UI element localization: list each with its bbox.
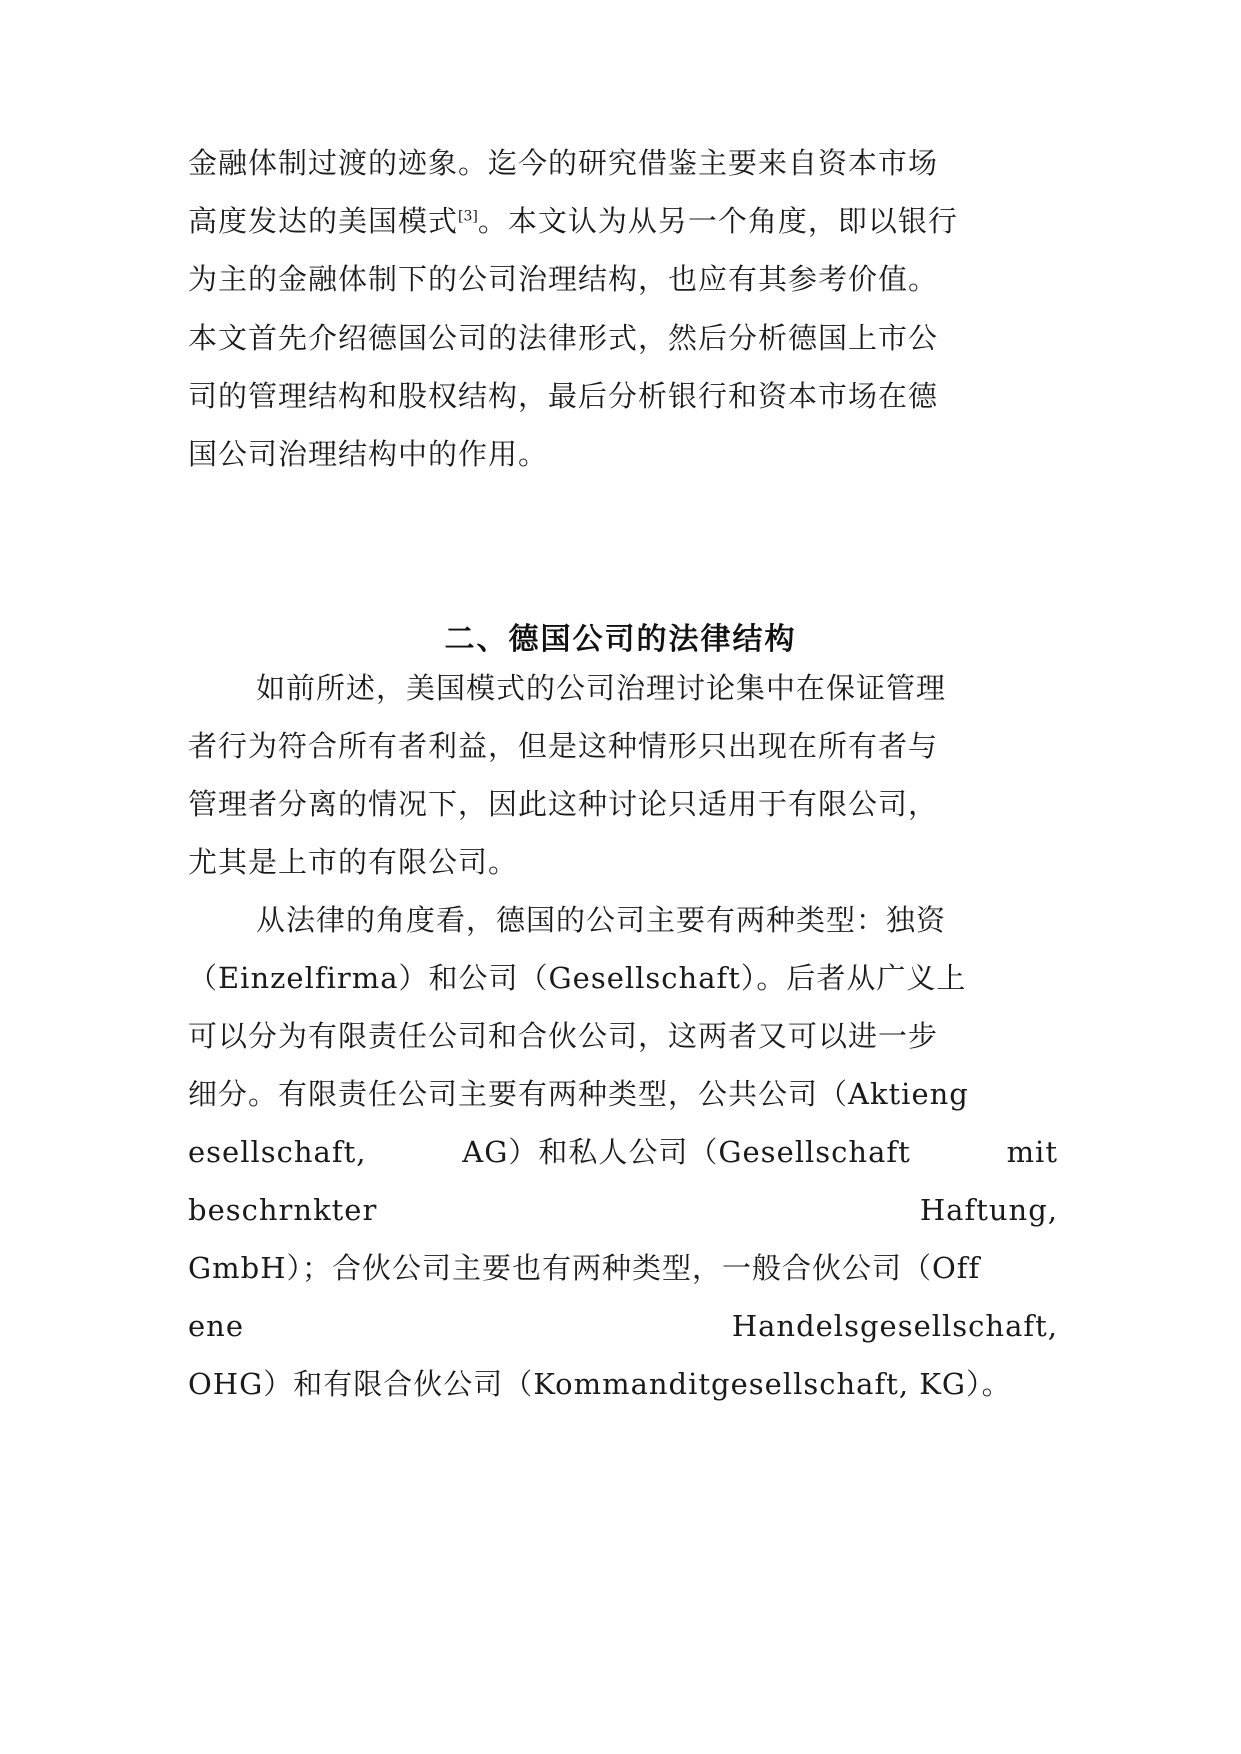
para1-line-2: 者行为符合所有者利益，但是这种情形只出现在所有者与: [188, 729, 939, 763]
citation-ref: [3]: [458, 208, 478, 225]
para2-line-6: [188, 1177, 1058, 1243]
intro-line-2-text: 高度发达的美国模式: [188, 204, 459, 238]
section-heading: 二、德国公司的法律结构: [444, 622, 797, 657]
para1-line-4: 尤其是上市的有限公司。: [188, 845, 519, 879]
para2-line-7: GmbH）；合伙公司主要也有两种类型，一般合伙公司（Off: [188, 1251, 981, 1285]
para2-line-8: [188, 1293, 1058, 1359]
intro-line-3: 为主的金融体制下的公司治理结构，也应有其参考价值。: [188, 262, 939, 296]
para2-line-5-word-1: esellschaft,: [188, 1135, 367, 1169]
intro-line-6: 国公司治理结构中的作用。: [188, 437, 549, 471]
para2-line-8-word-2: Handelsgesellschaft,: [731, 1309, 1058, 1343]
para2-line-5: [188, 1119, 1058, 1185]
para2-line-5-word-2: AG）和私人公司（Gesellschaft: [462, 1135, 911, 1169]
para1-line-3: 管理者分离的情况下，因此这种讨论只适用于有限公司，: [188, 787, 939, 821]
intro-line-1: 金融体制过渡的迹象。迄今的研究借鉴主要来自资本市场: [188, 146, 939, 180]
para2-line-1: 从法律的角度看，德国的公司主要有两种类型：独资: [256, 903, 947, 937]
para2-line-2: （Einzelfirma）和公司（Gesellschaft）。后者从广义上: [188, 961, 967, 995]
para2-line-6-word-2: Haftung,: [919, 1193, 1058, 1227]
intro-line-2-rest: 。本文认为从另一个角度，即以银行: [477, 204, 958, 238]
para2-line-9: OHG）和有限合伙公司（Kommanditgesellschaft, KG）。: [188, 1367, 1012, 1401]
intro-line-5: 司的管理结构和股权结构，最后分析银行和资本市场在德: [188, 379, 939, 413]
para2-line-5-word-3: mit: [1006, 1135, 1058, 1169]
para1-line-1: 如前所述，美国模式的公司治理讨论集中在保证管理: [256, 671, 947, 705]
intro-line-2: [188, 188, 1058, 254]
para2-line-6-word-1: beschrnkter: [188, 1193, 378, 1227]
para2-line-8-word-1: ene: [188, 1309, 245, 1343]
intro-line-4: 本文首先介绍德国公司的法律形式，然后分析德国上市公: [188, 321, 939, 355]
para2-line-4: 细分。有限责任公司主要有两种类型，公共公司（Aktieng: [188, 1077, 969, 1111]
para2-line-3: 可以分为有限责任公司和合伙公司，这两者又可以进一步: [188, 1019, 939, 1053]
